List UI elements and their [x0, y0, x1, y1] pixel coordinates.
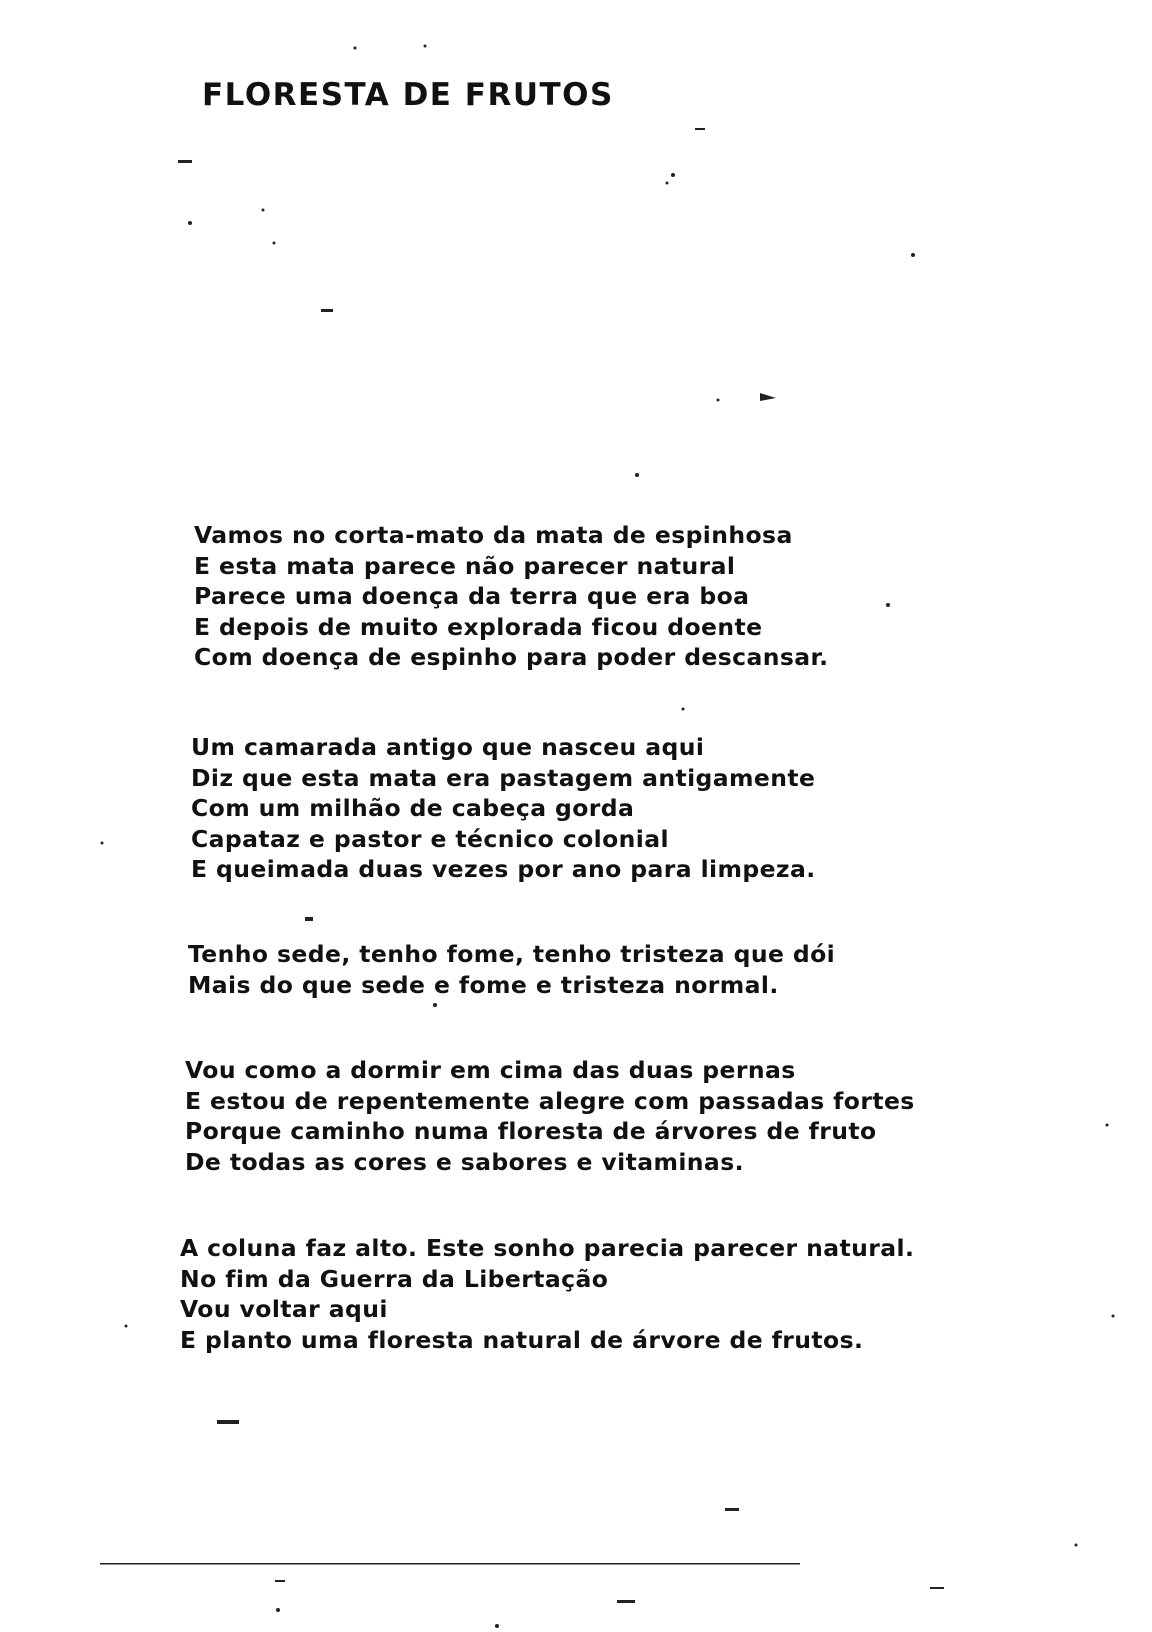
- poem-title: FLORESTA DE FRUTOS: [202, 77, 614, 113]
- stanza-line: E depois de muito explorada ficou doente: [194, 612, 763, 641]
- stanza-line: E queimada duas vezes por ano para limpeza.: [191, 855, 816, 883]
- stanza-line: A coluna faz alto. Este sonho parecia parecer natural.: [180, 1234, 915, 1262]
- stanza-line: Diz que esta mata era pastagem antigamente: [191, 763, 816, 792]
- stanza-line: Vamos no corta-mato da mata de espinhosa: [194, 521, 793, 549]
- stanza-line: E planto uma floresta natural de árvore de frutos.: [180, 1325, 864, 1354]
- stanza-line: Tenho sede, tenho fome, tenho tristeza que dói: [188, 940, 836, 968]
- stanza-line: Com doença de espinho para poder descansar.: [194, 643, 829, 671]
- stanza-line: Capataz e pastor e técnico colonial: [191, 824, 669, 853]
- stanza-line: E esta mata parece não parecer natural: [194, 551, 736, 580]
- stanza-2: [191, 732, 816, 885]
- stanza-line: Um camarada antigo que nasceu aqui: [191, 733, 705, 761]
- stanza-5: [180, 1233, 914, 1355]
- stanza-line: Mais do que sede e fome e tristeza normal.: [188, 970, 779, 999]
- stanza-4: [185, 1055, 915, 1177]
- stanza-line: Vou voltar aqui: [180, 1295, 388, 1323]
- stanza-line: Parece uma doença da terra que era boa: [194, 582, 750, 610]
- stanza-line: Vou como a dormir em cima das duas pernas: [185, 1056, 796, 1084]
- stanza-line: No fim da Guerra da Libertação: [180, 1264, 609, 1293]
- stanza-1: [194, 520, 828, 673]
- stanza-line: E estou de repentemente alegre com passadas fortes: [185, 1086, 915, 1115]
- stanza-line: Porque caminho numa floresta de árvores de fruto: [185, 1117, 877, 1145]
- stanza-line: De todas as cores e sabores e vitaminas.: [185, 1147, 744, 1176]
- stanza-3: [188, 939, 835, 1000]
- stanza-line: Com um milhão de cabeça gorda: [191, 794, 635, 822]
